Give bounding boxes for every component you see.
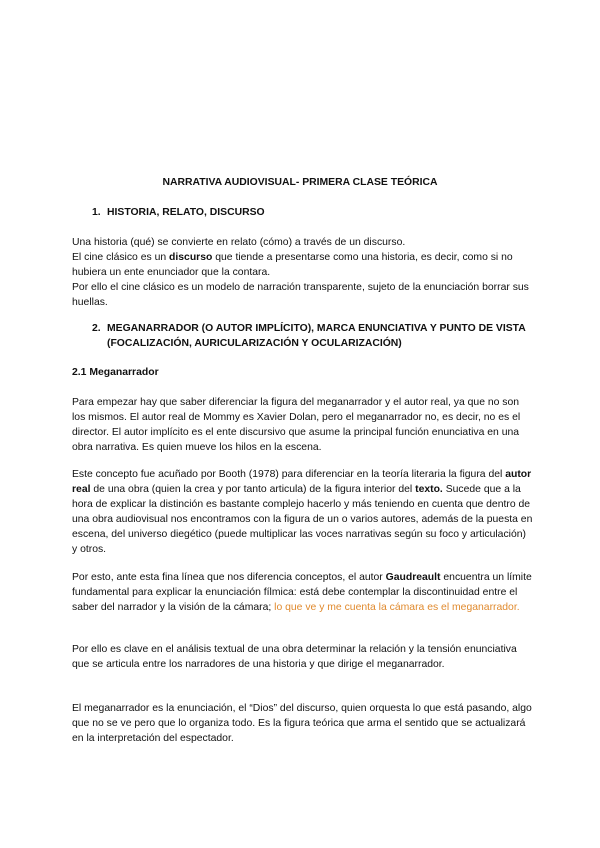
section-2-title: MEGANARRADOR (O AUTOR IMPLÍCITO), MARCA ENUNCIATIVA Y PUNTO DE VISTA (FOCALIZACIÓN, AURICULARIZACIÓN Y OCULARIZACIÓN) [107, 323, 526, 349]
paragraph: Por ello el cine clásico es un modelo de narración transparente, sujeto de la enunciación borrar sus huellas. [72, 282, 529, 308]
paragraph-2 [72, 467, 534, 557]
text-run: encuentra un límite fundamental para explicar la enunciación fílmica: está debe contemplar la discontinuidad entre el saber del narrador y la visión de la cámara; [72, 572, 532, 613]
highlighted-text: lo que ve y me cuenta la cámara es el meganarrador. [274, 602, 520, 613]
section-1-heading [92, 205, 532, 220]
bold-term: texto. [415, 484, 443, 495]
paragraph [72, 250, 534, 280]
text-run: de una obra (quien la crea y por tanto articula) de la figura interior del [90, 484, 416, 495]
section-2-number: 2. [92, 323, 101, 334]
paragraph-3 [72, 570, 534, 615]
paragraph-5: El meganarrador es la enunciación, el “Dios” del discurso, quien orquesta lo que está pasando, algo que no se ve pero que lo organiza todo. Es la figura teórica que arma el sentido que se actualizará en la interpretación del espectador. [72, 703, 532, 744]
paragraph-1: Para empezar hay que saber diferenciar la figura del meganarrador y el autor real, ya que no son los mismos. El autor real de Mommy es Xavier Dolan, pero el meganarrador no, es decir, no es el director. El autor implícito es el ente discursivo que asume la principal función enunciativa en una obra narrativa. Es quien mueve los hilos en la escena. [72, 397, 521, 453]
text-run: que tiende a presentarse como una historia, es decir, como si no hubiera un ente enunciador que la contara. [72, 252, 513, 278]
bold-term: Gaudreault [385, 572, 441, 583]
text-run: Este concepto fue acuñado por Booth (1978) para diferenciar en la teoría literaria la figura del [72, 469, 506, 480]
subsection-heading: 2.1 Meganarrador [72, 367, 159, 378]
paragraph: Una historia (qué) se convierte en relato (cómo) a través de un discurso. [72, 237, 406, 248]
text-run: Sucede que a la hora de explicar la distinción es bastante complejo hacerlo y más teniendo en cuenta que dentro de una obra audiovisual nos encontramos con la figura de un o varios autores, además de la puesta en escena, del universo diegético (puede multiplicar las voces narrativas según su foco y articulación) y otros. [72, 484, 533, 555]
section-1-body [72, 235, 534, 310]
document-title: NARRATIVA AUDIOVISUAL- PRIMERA CLASE TEÓRICA [162, 177, 438, 188]
text-run: El cine clásico es un [72, 252, 170, 263]
bold-term: autor real [72, 469, 532, 495]
section-2-heading [92, 321, 532, 351]
paragraph-4: Por ello es clave en el análisis textual de una obra determinar la relación y la tensión enunciativa que se articula entre los narradores de una historia y que dirige el meganarrador. [72, 644, 517, 670]
bold-term: discurso [169, 252, 213, 263]
section-1-title: HISTORIA, RELATO, DISCURSO [107, 207, 265, 218]
section-1-number: 1. [92, 207, 101, 218]
text-run: Por esto, ante esta fina línea que nos diferencia conceptos, el autor [72, 572, 386, 583]
